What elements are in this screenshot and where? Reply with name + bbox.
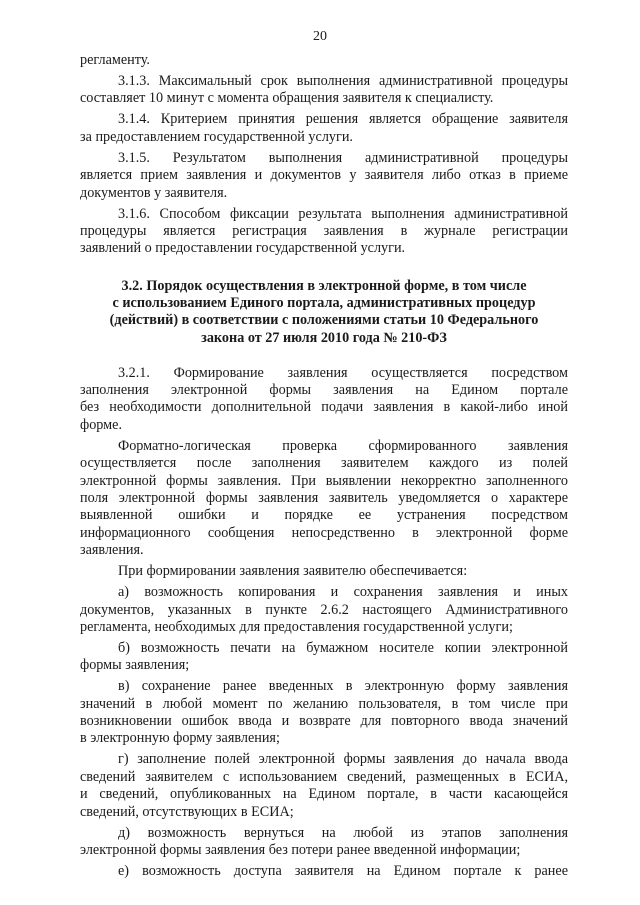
text-line: д) возможность вернуться на любой из этапов заполнения: [118, 824, 568, 841]
text-line: г) заполнение полей электронной формы заявления до начала ввода: [118, 751, 568, 768]
page-number: 20: [313, 29, 327, 44]
text-line: информационного сообщения непосредственно в электронной форме: [80, 524, 568, 541]
paragraph-spacer: [80, 347, 568, 364]
text-line: поля электронной формы заявления заявитель уведомляется о характере: [80, 490, 568, 507]
text-line: является прием заявления и документов у заявителя либо отказ в приеме: [80, 167, 568, 184]
text-line: 3.1.4. Критерием принятия решения является обращение заявителя: [118, 111, 568, 128]
text-line: 3.1.6. Способом фиксации результата выполнения административной: [118, 205, 568, 222]
text-line: за предоставлением государственной услуги.: [80, 128, 353, 145]
heading-line: 3.2. Порядок осуществления в электронной форме, в том числе: [121, 277, 527, 294]
paragraph: [80, 751, 568, 821]
paragraph: [80, 73, 568, 108]
text-line: в) сохранение ранее введенных в электронную форму заявления: [118, 678, 568, 695]
text-line: сведений заявителем с использованием сведений, размещенных в ЕСИА,: [80, 768, 568, 785]
text-line: 3.1.5. Результатом выполнения административной процедуры: [118, 149, 568, 166]
paragraph: [80, 678, 568, 748]
paragraph: [80, 825, 568, 860]
text-line: регламента, необходимых для предоставления государственной услуги;: [80, 618, 513, 635]
text-line: При формировании заявления заявителю обеспечивается:: [118, 563, 468, 580]
text-line: е) возможность доступа заявителя на Едином портале к ранее: [118, 862, 568, 879]
text-line: Форматно-логическая проверка сформированного заявления: [118, 437, 568, 454]
paragraph: [80, 150, 568, 202]
paragraph: [80, 863, 568, 880]
heading-line: закона от 27 июля 2010 года № 210-ФЗ: [201, 329, 447, 346]
text-line: 3.1.3. Максимальный срок выполнения административной процедуры: [118, 72, 568, 89]
text-line: а) возможность копирования и сохранения заявления и иных: [118, 584, 568, 601]
text-line: форме.: [80, 416, 122, 433]
text-line: заявлений о предоставлении государственной услуги.: [80, 240, 406, 257]
text-line: значений в любой момент по желанию пользователя, в том числе при: [80, 695, 568, 712]
heading-line: (действий) в соответствии с положениями статьи 10 Федерального: [109, 312, 539, 329]
text-line: процедуры является регистрация заявления в журнале регистрации: [80, 222, 568, 239]
text-line: документов, указанных в пункте 2.6.2 настоящего Административного: [80, 601, 568, 618]
text-line: формы заявления;: [80, 657, 190, 674]
heading-line: с использованием Единого портала, административных процедур: [112, 295, 536, 312]
text-line: сведений, отсутствующих в ЕСИА;: [80, 803, 294, 820]
paragraph: [80, 52, 568, 69]
text-line: выявленной ошибки и порядке ее устранения посредством: [80, 507, 568, 524]
paragraph: [80, 365, 568, 435]
paragraph: [80, 640, 568, 675]
paragraph: [80, 563, 568, 580]
text-line: возникновении ошибок ввода и возврате для повторного ввода значений: [80, 713, 568, 730]
paragraph-spacer: [80, 258, 568, 278]
section-heading: [80, 278, 568, 348]
text-line: заполнения электронной формы заявления на Едином портале: [80, 382, 568, 399]
text-line: осуществляется после заполнения заявителем каждого из полей: [80, 455, 568, 472]
paragraph: [80, 584, 568, 636]
text-line: б) возможность печати на бумажном носителе копии электронной: [118, 639, 568, 656]
paragraph: [80, 111, 568, 146]
text-line: в электронную форму заявления;: [80, 730, 280, 747]
text-line: электронной формы заявления без потери ранее введенной информации;: [80, 842, 521, 858]
text-line: электронной формы заявления. При выявлении некорректно заполненного: [80, 472, 568, 489]
text-line: документов у заявителя.: [80, 184, 228, 201]
text-line: 3.2.1. Формирование заявления осуществляется посредством: [118, 364, 568, 381]
paragraph: [80, 206, 568, 258]
text-line: заявления.: [80, 542, 144, 559]
text-line: без необходимости дополнительной подачи заявления в какой-либо иной: [80, 399, 568, 416]
paragraph: [80, 438, 568, 560]
text-line: и сведений, опубликованных на Едином портале, в части касающейся: [80, 786, 568, 803]
text-line: регламенту.: [80, 52, 150, 68]
document-body: [80, 52, 568, 880]
text-line: составляет 10 минут с момента обращения заявителя к специалисту.: [80, 90, 494, 107]
